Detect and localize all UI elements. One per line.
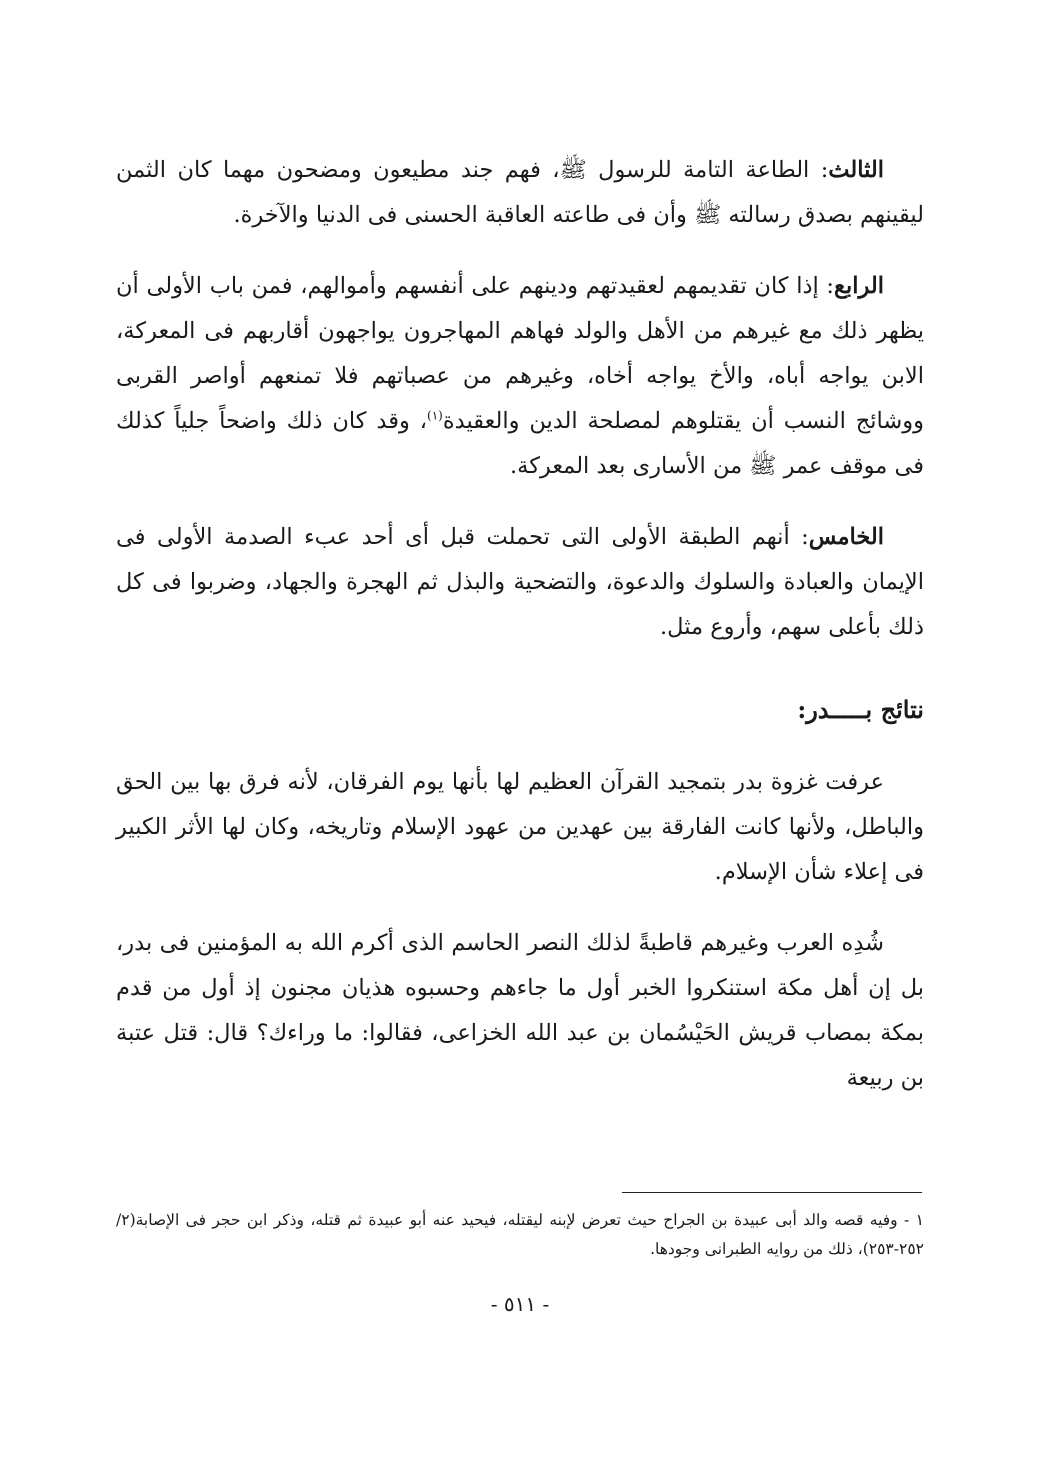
paragraph-lead-third: الثالث xyxy=(828,157,884,183)
paragraph-lead-fourth: الرابع xyxy=(833,273,884,299)
body-paragraph: شُدِه العرب وغيرهم قاطبةً لذلك النصر الحاسم الذى أكرم الله به المؤمنين فى بدر، بل إن أهل مكة استنكروا الخبر أول ما جاءهم وحسبوه هذيان مجنون إذ أول من قدم بمكة بمصاب قريش الحَيْسُمان بن عبد الله الخزاعى، فقالوا: ما وراءك؟ قال: قتل عتبة بن ربيعة xyxy=(116,930,924,1091)
paragraph-text-fourth-continued: ، وقد كان ذلك واضحاً جلياً كذلك فى موقف عمر ﷺ من الأسارى بعد المعركة. xyxy=(116,408,924,479)
paragraph-text-third: : الطاعة التامة للرسول ﷺ، فهم جند مطيعون ومضحون مهما كان الثمن ليقينهم بصدق رسالته ﷺ وأن فى طاعته العاقبة الحسنى فى الدنيا والآخرة. xyxy=(116,157,924,228)
footnote-divider xyxy=(622,1192,922,1193)
paragraph-lead-fifth: الخامس xyxy=(808,524,884,550)
page-body xyxy=(116,148,924,1127)
footnote-reference[interactable]: (١) xyxy=(427,408,443,423)
paragraph-fifth xyxy=(116,515,924,650)
page-number: - ٥١١ - xyxy=(490,1292,550,1316)
paragraph-third xyxy=(116,148,924,238)
paragraph-text-fifth: : أنهم الطبقة الأولى التى تحملت قبل أى أحد عبء الصدمة الأولى فى الإيمان والعبادة والسلوك والدعوة، والتضحية والبذل ثم الهجرة والجهاد، وضربوا فى كل ذلك بأعلى سهم، وأروع مثل. xyxy=(116,524,924,640)
footnote: ١ - وفيه قصه والد أبى عبيدة بن الجراح حيث تعرض لإبنه ليقتله، فيحيد عنه أبو عبيدة ثم قتله، وذكر ابن حجر فى الإصابة(٢/ ٢٥٢-٢٥٣)، ذلك من روايه الطبرانى وجودها. xyxy=(116,1211,924,1258)
body-paragraph: عرفت غزوة بدر بتمجيد القرآن العظيم لها بأنها يوم الفرقان، لأنه فرق بها بين الحق والباطل، ولأنها كانت الفارقة بين عهدين من عهود الإسلام وتاريخه، وكان لها الأثر الكبير فى إعلاء شأن الإسلام. xyxy=(116,769,924,885)
paragraph-text-fourth: : إذا كان تقديمهم لعقيدتهم ودينهم على أنفسهم وأموالهم، فمن باب الأولى أن يظهر ذلك مع غيرهم من الأهل والولد فهاهم المهاجرون يواجهون أقاربهم فى المعركة، الابن يواجه أباه، والأخ يواجه أخاه، وغيرهم من عصباتهم فلا تمنعهم أواصر القربى ووشائج النسب أن يقتلوهم لمصلحة الدين والعقيدة xyxy=(116,273,925,434)
section-heading: نتائج بـــــدر: xyxy=(797,695,924,724)
paragraph-fourth xyxy=(116,264,924,489)
